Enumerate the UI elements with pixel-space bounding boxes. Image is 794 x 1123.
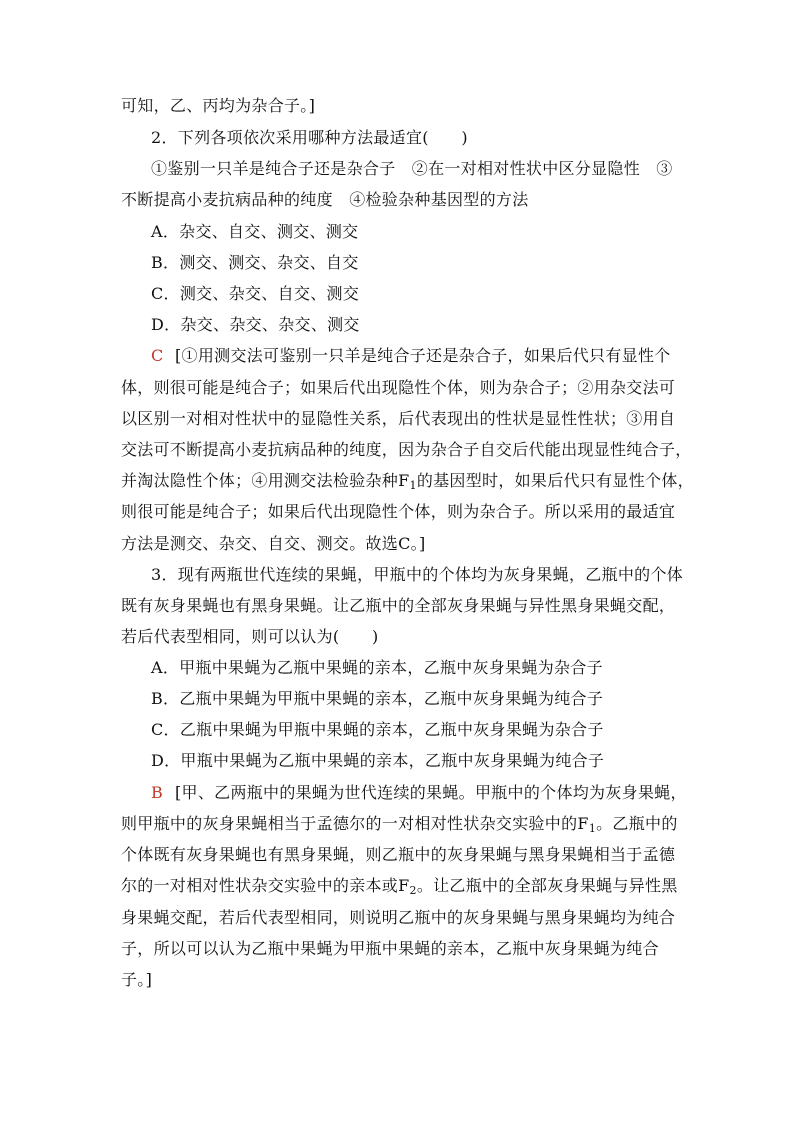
q2-items-line-2: 不断提高小麦抗病品种的纯度 ④检验杂种基因型的方法 bbox=[121, 190, 529, 209]
q2-explanation-line-7: 方法是测交、杂交、自交、测交。故选C。] bbox=[121, 534, 426, 553]
q3-option-c: C．乙瓶中果蝇为甲瓶中果蝇的亲本，乙瓶中灰身果蝇为杂合子 bbox=[151, 720, 604, 739]
q3-option-a: A．甲瓶中果蝇为乙瓶中果蝇的亲本，乙瓶中灰身果蝇为杂合子 bbox=[151, 658, 603, 677]
q2-explanation-line-5: 并淘汰隐性个体；④用测交法检验杂种$F_1$的基因型时，如果后代只有显性个体， bbox=[121, 471, 694, 492]
q3-explanation-line-2: 则甲瓶中的灰身果蝇相当于孟德尔的一对相对性状杂交实验中的$F_1$。乙瓶中的 bbox=[121, 814, 678, 835]
q3-option-b: B．乙瓶中果蝇为甲瓶中果蝇的亲本，乙瓶中灰身果蝇为纯合子 bbox=[151, 689, 604, 708]
q3-explanation-line-5: 身果蝇交配，若后代表型相同，则说明乙瓶中的灰身果蝇与黑身果蝇均为纯合 bbox=[121, 908, 676, 927]
q3-stem-line-1: 3．现有两瓶世代连续的果蝇，甲瓶中的个体均为灰身果蝇，乙瓶中的个体 bbox=[151, 565, 684, 584]
q2-answer-letter: C bbox=[151, 346, 164, 365]
q3-explanation-line-6: 子，所以可以认为乙瓶中果蝇为甲瓶中果蝇的亲本，乙瓶中灰身果蝇为纯合 bbox=[121, 939, 659, 958]
intro-line: 可知，乙、丙均为杂合子。] bbox=[121, 96, 316, 115]
q3-explanation-line-1: B [甲、乙两瓶中的果蝇为世代连续的果蝇。甲瓶中的个体均为灰身果蝇， bbox=[151, 783, 687, 802]
q3-explanation-line-4: 尔的一对相对性状杂交实验中的亲本或$F_2$。让乙瓶中的全部灰身果蝇与异性黑 bbox=[121, 876, 678, 897]
q3-explanation-line-3: 个体既有灰身果蝇也有黑身果蝇，则乙瓶中的灰身果蝇与黑身果蝇相当于孟德 bbox=[121, 845, 676, 864]
q3-stem-line-3: 若后代表型相同，则可以认为( ) bbox=[121, 627, 379, 646]
q2-option-b: B．测交、测交、杂交、自交 bbox=[151, 253, 359, 272]
q2-option-a: A．杂交、自交、测交、测交 bbox=[151, 222, 359, 241]
q2-items-line-1: ①鉴别一只羊是纯合子还是杂合子 ②在一对相对性状中区分显隐性 ③ bbox=[151, 159, 673, 178]
q3-explanation-line-7: 子。] bbox=[121, 970, 153, 989]
q2-option-d: D．杂交、杂交、杂交、测交 bbox=[151, 315, 360, 334]
q3-stem-line-2: 既有灰身果蝇也有黑身果蝇。让乙瓶中的全部灰身果蝇与异性黑身果蝇交配， bbox=[121, 596, 676, 615]
q2-explanation-line-2: 体，则很可能是纯合子；如果后代出现隐性个体，则为杂合子；②用杂交法可 bbox=[121, 378, 676, 397]
q2-explanation-line-3: 以区别一对相对性状中的显隐性关系，后代表现出的性状是显性性状；③用自 bbox=[121, 409, 676, 428]
q2-explanation-line-6: 则很可能是纯合子；如果后代出现隐性个体，则为杂合子。所以采用的最适宜 bbox=[121, 502, 676, 521]
q3-option-d: D．甲瓶中果蝇为乙瓶中果蝇的亲本，乙瓶中灰身果蝇为纯合子 bbox=[151, 751, 605, 770]
q3-answer-letter: B bbox=[151, 783, 164, 802]
q2-explanation-line-4: 交法可不断提高小麦抗病品种的纯度，因为杂合子自交后代能出现显性纯合子， bbox=[121, 440, 692, 459]
q2-stem: 2．下列各项依次采用哪种方法最适宜( ) bbox=[151, 128, 468, 147]
q2-option-c: C．测交、杂交、自交、测交 bbox=[151, 284, 360, 303]
q2-explanation-line-1: C [①用测交法可鉴别一只羊是纯合子还是杂合子，如果后代只有显性个 bbox=[151, 346, 671, 365]
